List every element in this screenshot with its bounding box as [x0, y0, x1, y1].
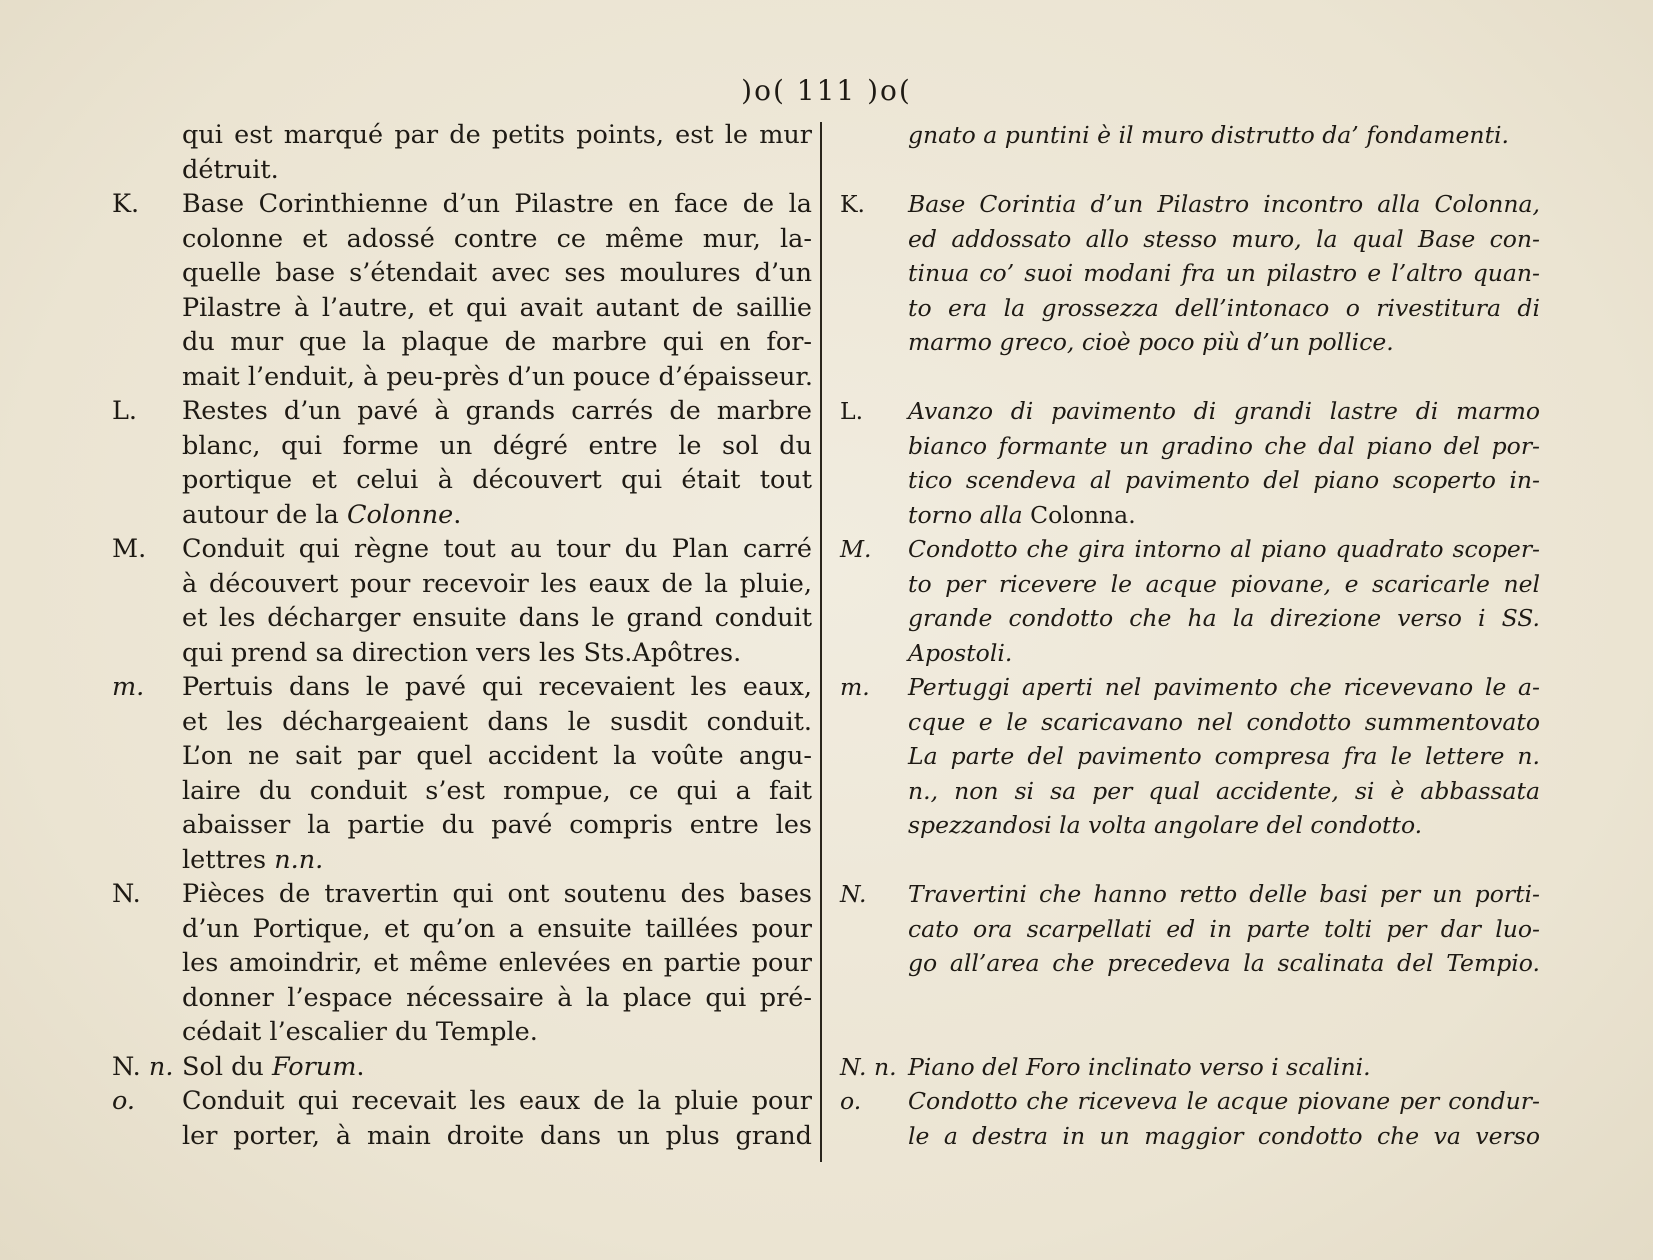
text-line: abaisser la partie du pavé compris entre les — [182, 810, 812, 840]
entry-o — [840, 1084, 1540, 1153]
text-line: Conduit qui règne tout au tour du Plan carré — [182, 534, 812, 564]
text-line — [182, 843, 812, 878]
entry-letter: M. — [840, 535, 872, 563]
entry-continuation — [112, 118, 812, 187]
text-line: Condotto che riceveva le acque piovane per condur- — [908, 1087, 1540, 1115]
entry-n-n — [840, 1050, 1540, 1085]
text-line — [182, 498, 812, 533]
text-line: quelle base s’étendait avec ses moulures d’un — [182, 258, 812, 288]
upright-term: Colonna — [1030, 500, 1129, 529]
text-line: Base Corintia d’un Pilastro incontro alla Colonna, — [908, 190, 1540, 218]
text-line: mait l’enduit, à peu-près d’un pouce d’épaisseur. — [182, 361, 813, 392]
entry-letter: K. — [112, 189, 140, 219]
entry-letter: N. — [840, 880, 867, 908]
spacer-line — [908, 843, 1540, 878]
text-line: ler porter, à main droite dans un plus grand — [182, 1120, 812, 1151]
letter-upright: N. — [112, 1051, 141, 1082]
text-line: donner l’espace nécessaire à la place qui pré- — [182, 982, 812, 1013]
text-line: colonne et adossé contre ce même mur, la- — [182, 223, 812, 254]
text-line: qui prend sa direction vers les Sts.Apôtres. — [182, 637, 742, 668]
text-fragment: . — [1128, 500, 1136, 529]
entry-m-lower — [840, 670, 1540, 877]
italic-term: Colonne — [346, 499, 454, 530]
text-line: Condotto che gira intorno al piano quadrato scoper- — [908, 535, 1540, 563]
text-line: les amoindrir, et même enlevées en partie pour — [182, 948, 812, 978]
entry-continuation — [840, 118, 1540, 187]
spacer-line — [908, 153, 1540, 188]
text-line: Pièces de travertin qui ont soutenu des bases — [182, 879, 812, 909]
text-line: le a destra in un maggior condotto che va verso — [908, 1121, 1540, 1150]
text-line: to per ricevere le acque piovane, e scaricarle nel — [908, 569, 1540, 598]
text-fragment: autour de la — [182, 499, 347, 530]
text-line: portique et celui à découvert qui était tout — [182, 465, 812, 495]
text-line — [908, 498, 1540, 533]
text-line: ed addossato allo stesso muro, la qual Base con- — [908, 224, 1540, 253]
text-line: L’on ne sait par quel accident la voûte angu- — [182, 741, 812, 771]
entry-letter: N. — [112, 879, 141, 909]
text-line: Piano del Foro inclinato verso i scalini. — [908, 1052, 1371, 1081]
text-line: Restes d’un pavé à grands carrés de marbre — [182, 396, 812, 426]
text-line: d’un Portique, et qu’on a ensuite taillées pour — [182, 913, 812, 944]
text-line: go all’area che precedeva la scalinata del Tempio. — [908, 949, 1540, 977]
entry-letter: N. n. — [840, 1052, 897, 1081]
page-header: )o( 111 )o( — [741, 74, 912, 107]
text-line: n., non si sa per qual accidente, si è abbassata — [908, 776, 1540, 805]
text-fragment: lettres — [182, 844, 275, 875]
text-line: cato ora scarpellati ed in parte tolti per dar luo- — [908, 914, 1540, 943]
text-line: La parte del pavimento compresa fra le lettere n. — [908, 742, 1540, 770]
text-line: Apostoli. — [908, 638, 1013, 667]
spacer-line — [908, 981, 1540, 1016]
text-line: Travertini che hanno retto delle basi per un porti- — [908, 880, 1540, 908]
text-line: bianco formante un gradino che dal piano del por- — [908, 431, 1540, 460]
entry-letter: M. — [112, 534, 147, 564]
text-line: to era la grossezza dell’intonaco o rivestitura di — [908, 293, 1540, 322]
text-line: Conduit qui recevait les eaux de la pluie pour — [182, 1086, 812, 1116]
entry-letter: o. — [840, 1087, 862, 1115]
text-line: marmo greco, cioè poco più d’un pollice. — [908, 328, 1394, 356]
text-line: qui est marqué par de petits points, est le mur — [182, 120, 812, 150]
text-line: tico scendeva al pavimento del piano scoperto in- — [908, 466, 1540, 494]
french-column — [112, 118, 812, 1153]
entry-m-upper — [112, 532, 812, 670]
text-line: spezzandosi la volta angolare del condotto. — [908, 811, 1423, 839]
entry-letter — [112, 1050, 173, 1085]
spacer-line — [908, 360, 1540, 395]
entry-o — [112, 1084, 812, 1153]
italian-column — [840, 118, 1540, 1153]
text-line: et les décharger ensuite dans le grand conduit — [182, 603, 812, 633]
entry-letter: m. — [112, 672, 145, 702]
text-line: grande condotto che ha la direzione verso i SS. — [908, 604, 1540, 632]
text-line: tinua co’ suoi modani fra un pilastro e l’altro quan- — [908, 259, 1540, 287]
entry-letter: K. — [840, 190, 866, 218]
text-fragment: Sol du — [182, 1051, 272, 1082]
entry-m-upper — [840, 532, 1540, 670]
text-line: cque e le scaricavano nel condotto summentovato — [908, 707, 1540, 736]
text-fragment: . — [453, 499, 462, 530]
text-line — [182, 1050, 812, 1085]
italic-term: n.n. — [274, 844, 324, 875]
text-line: Avanzo di pavimento di grandi lastre di marmo — [908, 397, 1540, 425]
text-fragment: . — [356, 1051, 365, 1082]
spacer-line — [908, 1015, 1540, 1050]
entry-n-n — [112, 1050, 812, 1085]
entry-k — [112, 187, 812, 394]
text-line: Pertuis dans le pavé qui recevaient les eaux, — [182, 672, 812, 702]
text-line: et les déchargeaient dans le susdit conduit. — [182, 706, 812, 737]
text-line: cédait l’escalier du Temple. — [182, 1017, 538, 1047]
entry-letter: m. — [840, 673, 870, 701]
letter-italic: n. — [148, 1051, 174, 1082]
text-fragment: torno alla — [908, 500, 1031, 529]
entry-letter: L. — [840, 397, 864, 425]
text-line: gnato a puntini è il muro distrutto da’ fondamenti. — [908, 121, 1509, 149]
text-line: Base Corinthienne d’un Pilastre en face de la — [182, 189, 812, 219]
text-line: détruit. — [182, 154, 279, 185]
entry-l — [840, 394, 1540, 532]
text-line: Pilastre à l’autre, et qui avait autant de saillie — [182, 292, 812, 323]
text-line: blanc, qui forme un dégré entre le sol du — [182, 430, 812, 461]
entry-k — [840, 187, 1540, 394]
text-line: Pertuggi aperti nel pavimento che ricevevano le a- — [908, 673, 1540, 701]
entry-n — [112, 877, 812, 1050]
text-line: à découvert pour recevoir les eaux de la pluie, — [182, 568, 812, 599]
entry-letter: o. — [112, 1086, 136, 1116]
text-line: du mur que la plaque de marbre qui en for- — [182, 327, 812, 357]
entry-l — [112, 394, 812, 532]
entry-letter: L. — [112, 396, 138, 426]
entry-n — [840, 877, 1540, 1050]
entry-m-lower — [112, 670, 812, 877]
text-line: laire du conduit s’est rompue, ce qui a fait — [182, 775, 812, 806]
italic-term: Forum — [271, 1051, 357, 1082]
column-divider — [820, 122, 822, 1162]
